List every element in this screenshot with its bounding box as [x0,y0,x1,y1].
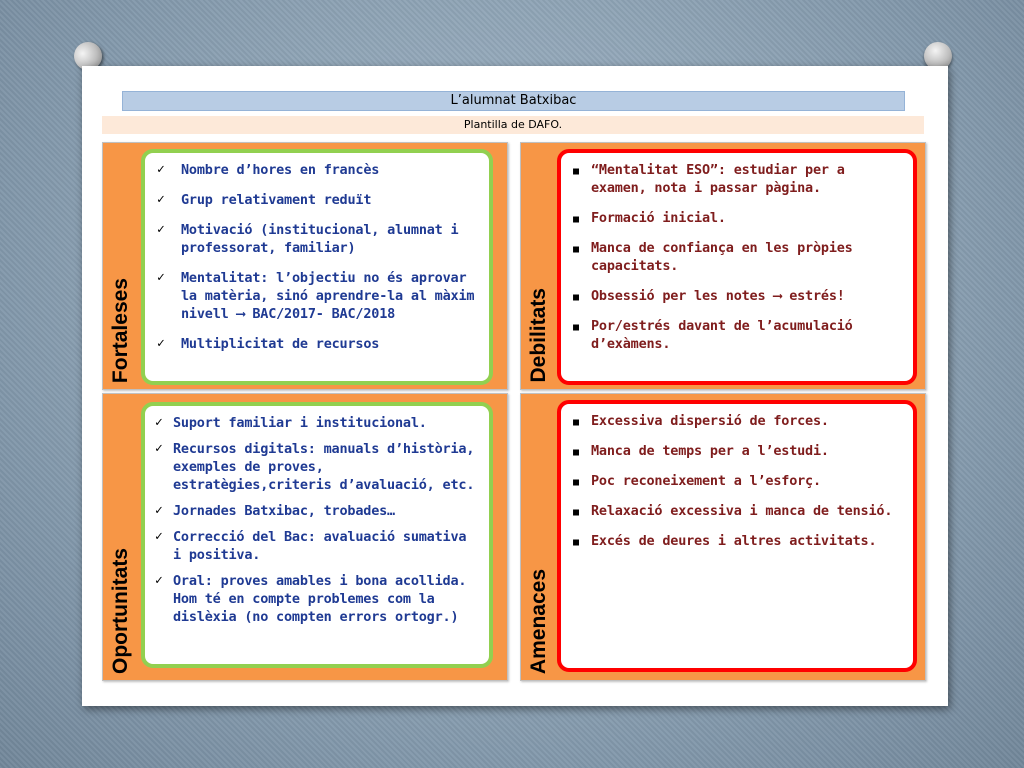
quadrant-debilitats [520,142,926,390]
quadrant-label-oportunitats: Oportunitats [109,548,132,674]
list-item: ✓ Recursos digitals: manuals d’història, exemples de proves, estratègies,criteris d’avaluació, etc. [155,441,475,493]
list-box-fortaleses [141,149,493,385]
square-bullet-icon: ■ [573,447,579,458]
square-bullet-icon: ■ [573,292,579,303]
square-bullet-icon: ■ [573,537,579,548]
quadrant-amenaces [520,393,926,681]
square-bullet-icon: ■ [573,477,579,488]
list-box-debilitats [557,149,917,385]
quadrant-oportunitats [102,393,508,681]
checkmark-icon: ✓ [155,441,163,456]
list-item: ■ Excés de deures i altres activitats. [571,532,903,550]
list-amenaces [571,412,903,550]
checkmark-icon: ✓ [157,222,165,237]
list-item: ✓ Mentalitat: l’objectiu no és aprovar la matèria, sinó aprendre-la al màxim nivell ⟶ BAC/2017- BAC/2018 [157,270,475,322]
square-bullet-icon: ■ [573,244,579,255]
checkmark-icon: ✓ [155,503,163,518]
square-bullet-icon: ■ [573,322,579,333]
checkmark-icon: ✓ [155,529,163,544]
checkmark-icon: ✓ [155,573,163,588]
checkmark-icon: ✓ [157,162,165,177]
list-item: ■ Poc reconeixement a l’esforç. [571,472,903,490]
square-bullet-icon: ■ [573,166,579,177]
quadrant-label-amenaces: Amenaces [527,568,550,674]
list-item: ✓ Suport familiar i institucional. [155,415,427,431]
list-item: ✓ Grup relativament reduït [157,192,372,208]
list-item: ■ “Mentalitat ESO”: estudiar per a examen, nota i passar pàgina. [573,162,845,196]
page-subtitle: Plantilla de DAFO. [102,116,924,134]
list-item: ■ Por/estrés davant de l’acumulació d’exàmens. [573,318,853,352]
checkmark-icon: ✓ [157,270,165,285]
page-title: L’alumnat Batxibac [122,91,905,111]
list-oportunitats [155,414,479,626]
list-item: ✓ Multiplicitat de recursos [157,336,380,352]
quadrant-label-fortaleses: Fortaleses [109,277,132,383]
list-item: ✓ Jornades Batxibac, trobades… [155,503,395,519]
list-item: ✓ Oral: proves amables i bona acollida. Hom té en compte problemes com la dislèxia (no compten errors ortogr.) [155,573,467,625]
checkmark-icon: ✓ [155,415,163,430]
square-bullet-icon: ■ [573,507,579,518]
list-fortaleses [155,161,479,353]
list-item: ■ Relaxació excessiva i manca de tensió. [571,502,903,520]
list-item: ■ Manca de confiança en les pròpies capacitats. [573,240,853,274]
list-debilitats [571,161,903,353]
square-bullet-icon: ■ [573,214,579,225]
list-item: ✓ Correcció del Bac: avaluació sumativa i positiva. [155,529,467,563]
square-bullet-icon: ■ [573,417,579,428]
quadrant-label-debilitats: Debilitats [527,288,550,383]
list-item: ✓ Motivació (institucional, alumnat i professorat, familiar) [157,222,459,256]
list-item: ■ Obsessió per les notes ⟶ estrés! [571,287,903,305]
list-item: ■ Formació inicial. [571,209,903,227]
list-box-oportunitats [141,402,493,668]
checkmark-icon: ✓ [157,192,165,207]
list-item: ✓ Nombre d’hores en francès [157,162,380,178]
list-item: ■ Excessiva dispersió de forces. [571,412,903,430]
checkmark-icon: ✓ [157,336,165,351]
quadrant-fortaleses [102,142,508,390]
list-box-amenaces [557,400,917,672]
list-item: ■ Manca de temps per a l’estudi. [571,442,903,460]
